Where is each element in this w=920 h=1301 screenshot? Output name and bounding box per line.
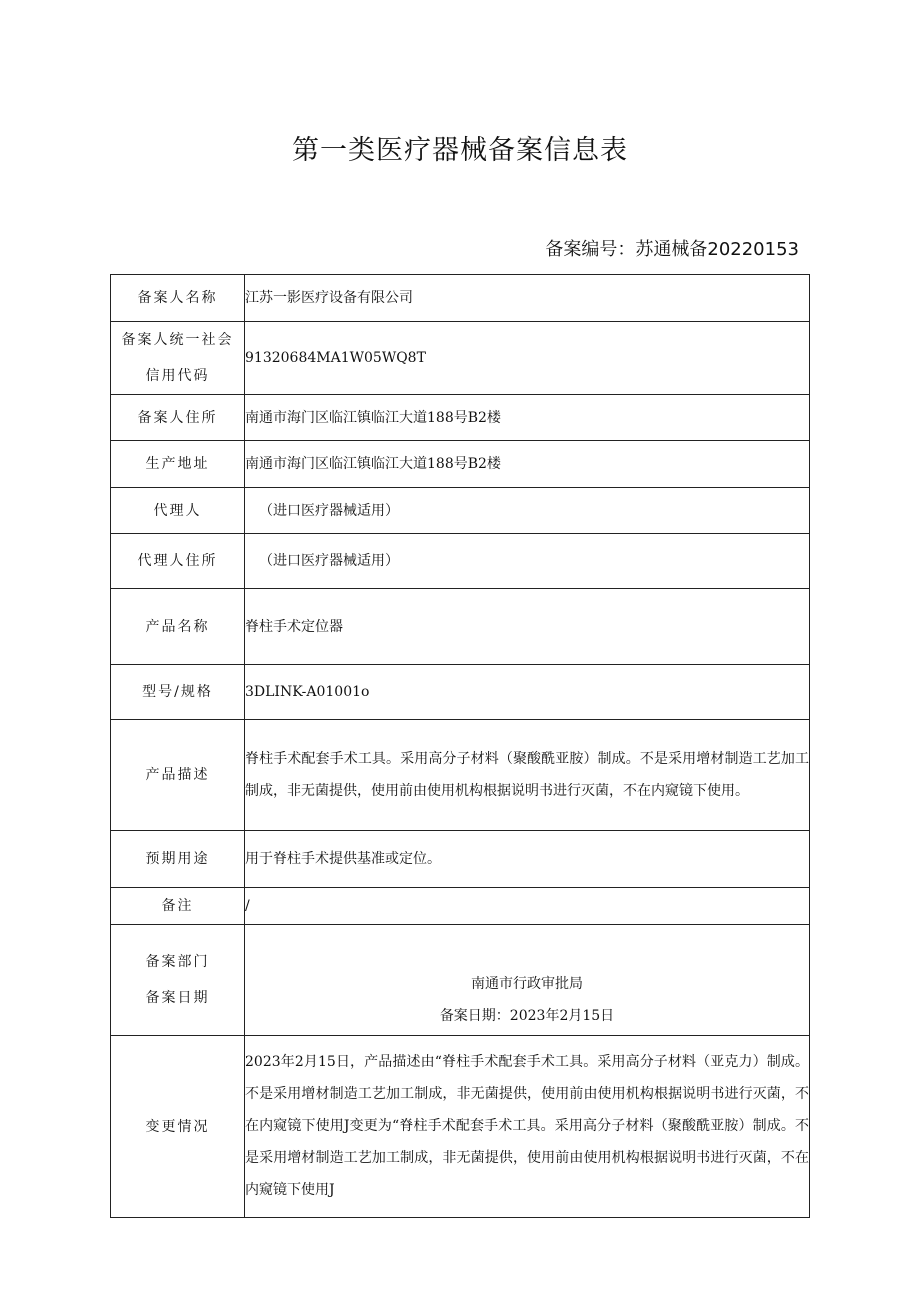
agent-address-value: （进口医疗器械适用）	[245, 534, 810, 589]
department-value	[245, 925, 810, 1036]
table-row-model	[111, 665, 810, 720]
production-address-label: 生产地址	[111, 441, 245, 488]
credit-code-label-line2: 信用代码	[145, 368, 210, 384]
table-row-credit-code	[111, 322, 810, 395]
table-row-changes	[111, 1036, 810, 1218]
changes-value: 2023年2月15日，产品描述由“脊柱手术配套手术工具。采用高分子材料（亚克力）制成。不是采用增材制造工艺加工制成，非无菌提供，使用前由使用机构根据说明书进行灭菌，不在内窥镜下使用J变更为“脊柱手术配套手术工具。采用高分子材料（聚酸酰亚胺）制成。不是采用增材制造工艺加工制成，非无菌提供，使用前由使用机构根据说明书进行灭菌，不在内窥镜下使用J	[245, 1036, 810, 1218]
model-label: 型号/规格	[111, 665, 245, 720]
description-label: 产品描述	[111, 720, 245, 831]
record-date: 备案日期：2023年2月15日	[439, 1008, 615, 1024]
department-name: 南通市行政审批局	[471, 976, 583, 992]
credit-code-label-line1: 备案人统一社会	[121, 332, 234, 348]
remarks-label: 备注	[111, 888, 245, 925]
document-title: 第一类医疗器械备案信息表	[292, 135, 628, 166]
record-info-table	[110, 274, 810, 1218]
remarks-value: /	[245, 888, 810, 925]
credit-code-value: 91320684MA1W05WQ8T	[245, 322, 810, 395]
credit-code-label	[111, 322, 245, 395]
department-label-line2: 备案日期	[145, 990, 210, 1006]
table-row-department	[111, 925, 810, 1036]
agent-address-label: 代理人住所	[111, 534, 245, 589]
table-row-remarks	[111, 888, 810, 925]
table-row-applicant-name	[111, 275, 810, 322]
table-row-product-name	[111, 589, 810, 665]
department-label-line1: 备案部门	[145, 954, 210, 970]
intended-use-value: 用于脊柱手术提供基准或定位。	[245, 831, 810, 888]
table-row-agent	[111, 488, 810, 534]
applicant-name-label: 备案人名称	[111, 275, 245, 322]
applicant-address-label: 备案人住所	[111, 395, 245, 441]
table-row-applicant-address	[111, 395, 810, 441]
department-label	[111, 925, 245, 1036]
product-name-value: 脊柱手术定位器	[245, 589, 810, 665]
product-name-label: 产品名称	[111, 589, 245, 665]
agent-label: 代理人	[111, 488, 245, 534]
table-row-production-address	[111, 441, 810, 488]
agent-value: （进口医疗器械适用）	[245, 488, 810, 534]
applicant-name-value: 江苏一影医疗设备有限公司	[245, 275, 810, 322]
description-value: 脊柱手术配套手术工具。采用高分子材料（聚酸酰亚胺）制成。不是采用增材制造工艺加工制成，非无菌提供，使用前由使用机构根据说明书进行灭菌，不在内窥镜下使用。	[245, 720, 810, 831]
intended-use-label: 预期用途	[111, 831, 245, 888]
table-row-intended-use	[111, 831, 810, 888]
table-row-agent-address	[111, 534, 810, 589]
changes-label: 变更情况	[111, 1036, 245, 1218]
record-number: 备案编号：苏通械备20220153	[545, 239, 799, 260]
table-row-description	[111, 720, 810, 831]
model-value: 3DLINK-A01001o	[245, 665, 810, 720]
applicant-address-value: 南通市海门区临江镇临江大道188号B2楼	[245, 395, 810, 441]
production-address-value: 南通市海门区临江镇临江大道188号B2楼	[245, 441, 810, 488]
